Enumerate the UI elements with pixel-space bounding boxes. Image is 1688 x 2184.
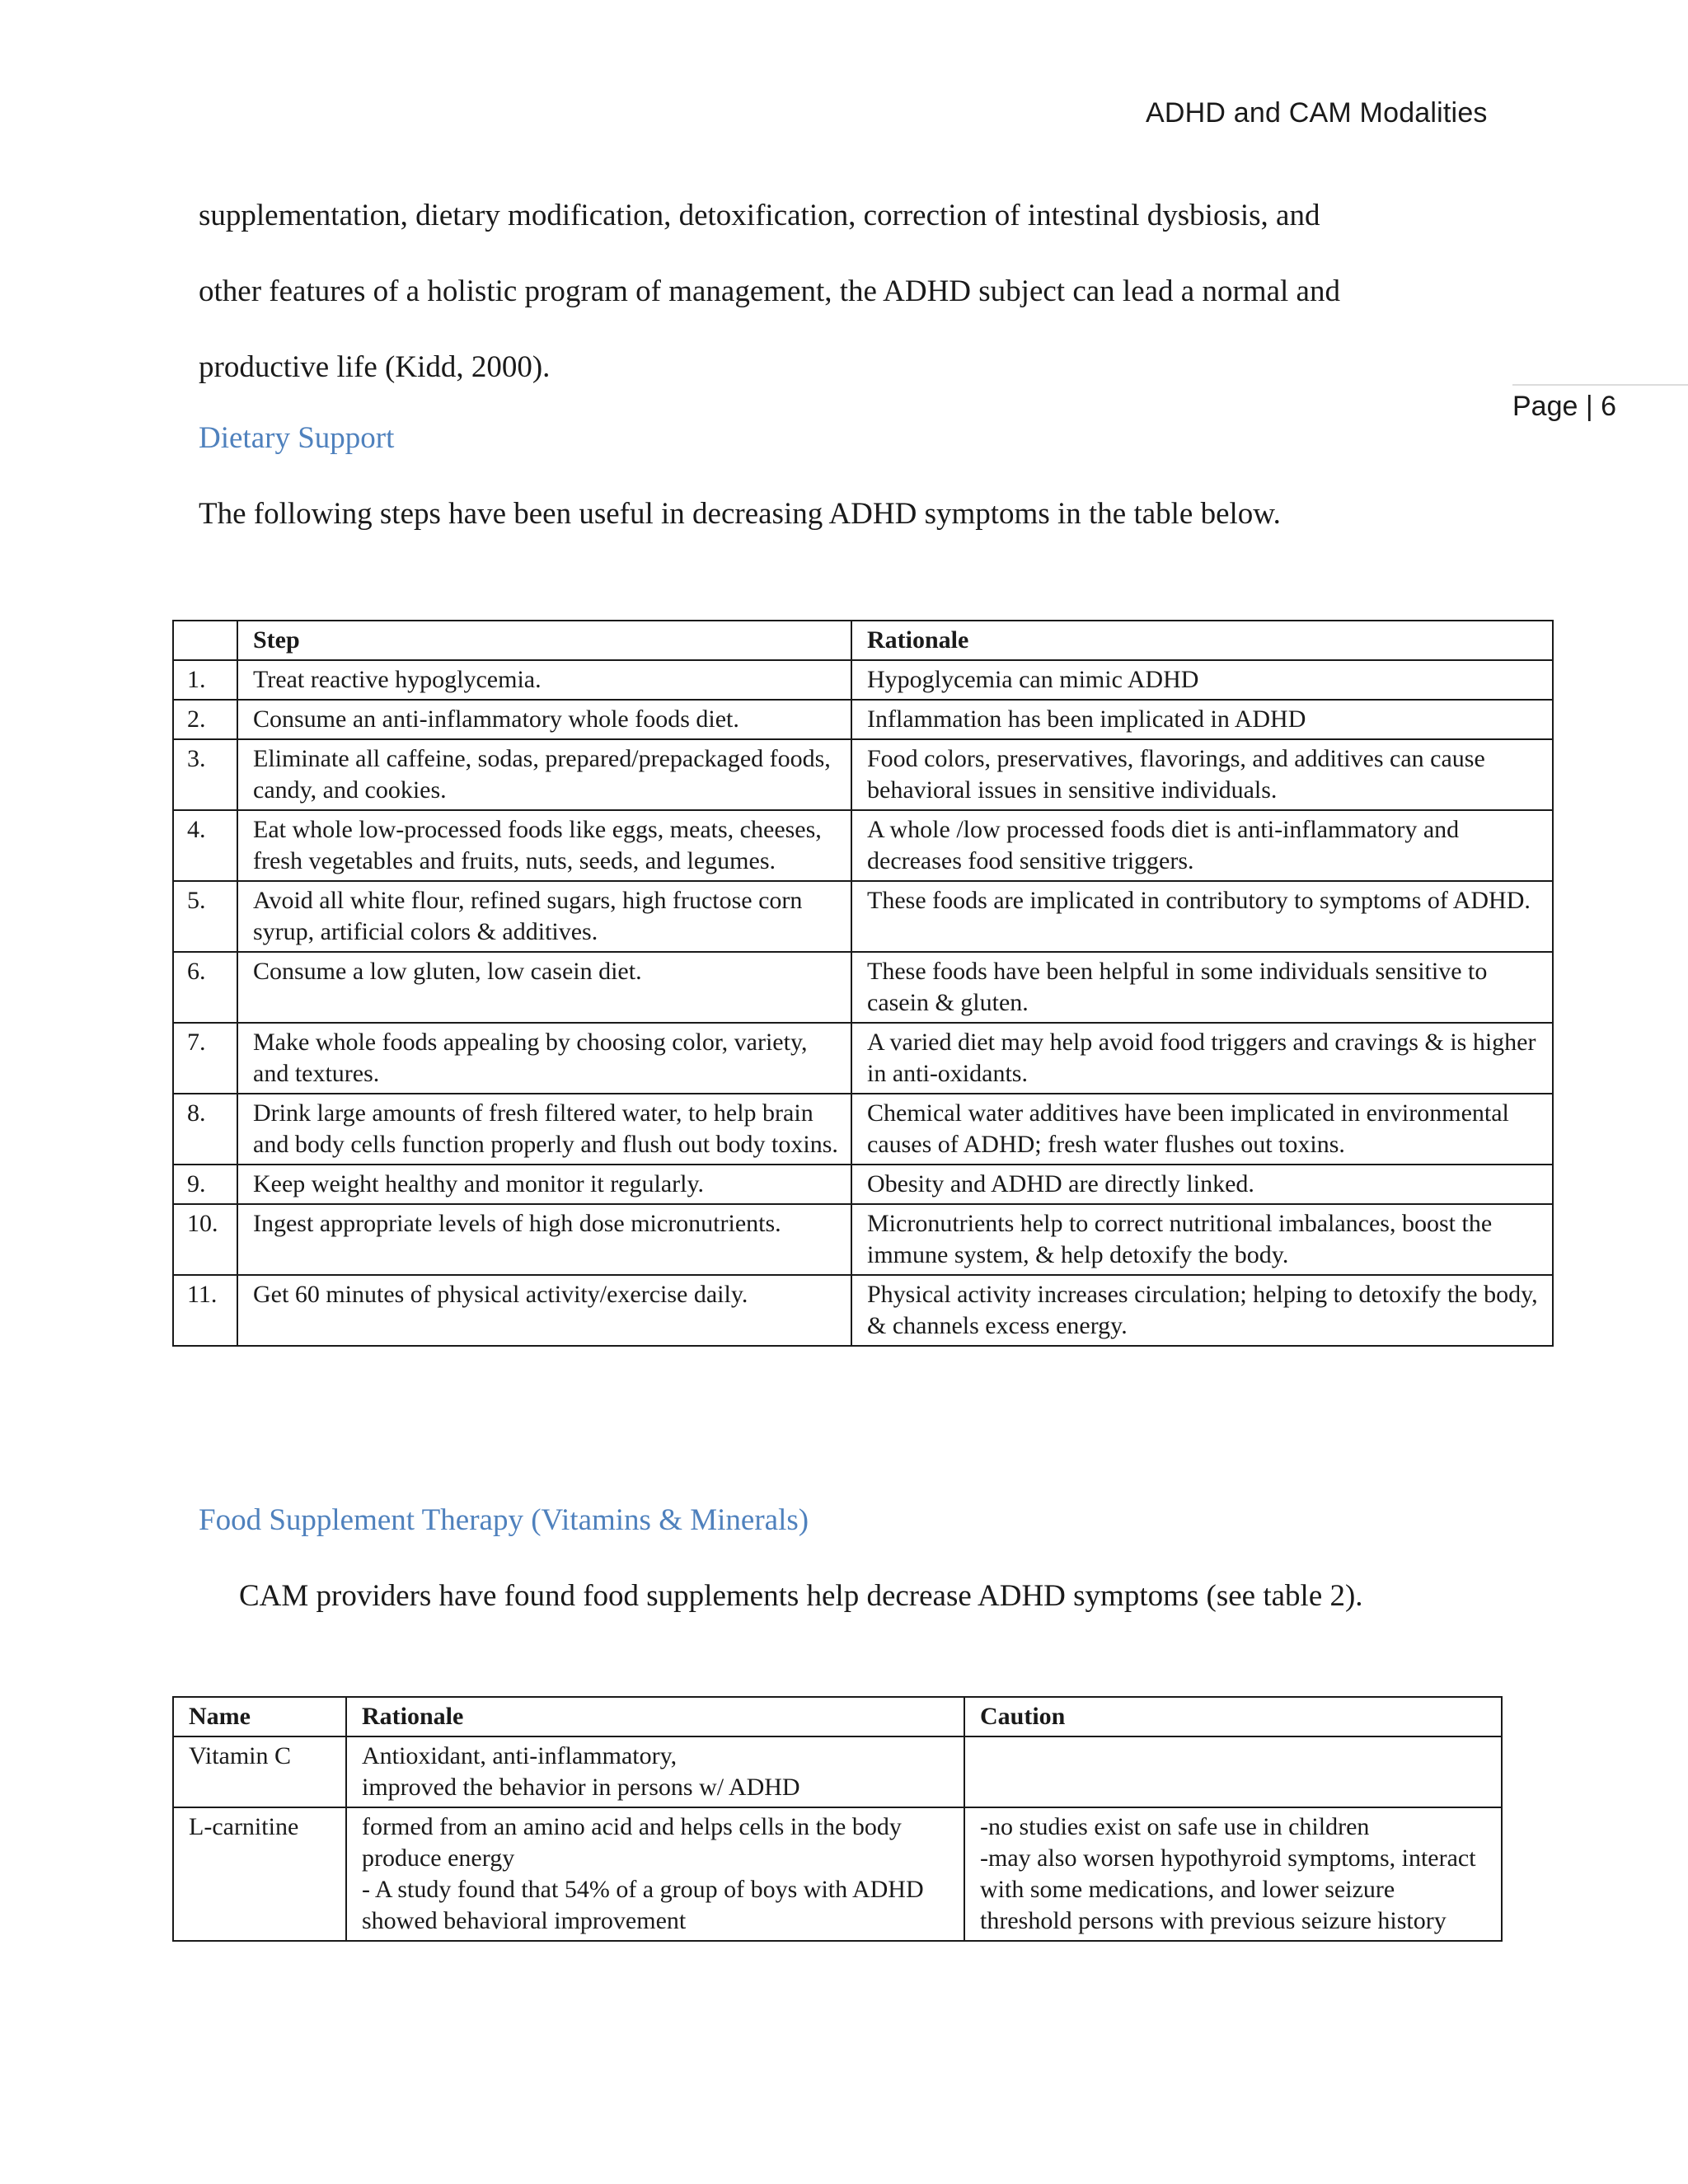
step-cell: Treat reactive hypoglycemia.	[237, 660, 851, 700]
step-number-cell: 5.	[173, 881, 237, 952]
dietary-steps-table	[172, 620, 1554, 1347]
table-row	[173, 810, 1553, 881]
step-cell: Keep weight healthy and monitor it regularly.	[237, 1165, 851, 1204]
rationale-cell: These foods have been helpful in some individuals sensitive to casein & gluten.	[851, 952, 1553, 1023]
rationale-cell: A whole /low processed foods diet is anti-inflammatory and decreases food sensitive triggers.	[851, 810, 1553, 881]
supplement-table	[172, 1696, 1503, 1942]
table-row	[173, 1275, 1553, 1346]
caution-line: -no studies exist on safe use in children	[980, 1813, 1370, 1840]
step-cell: Consume an anti-inflammatory whole foods diet.	[237, 700, 851, 739]
table-row	[173, 739, 1553, 810]
rationale-cell	[346, 1807, 964, 1941]
rationale-cell: Inflammation has been implicated in ADHD	[851, 700, 1553, 739]
table-header-cell: Step	[237, 621, 851, 660]
table1-intro-text: The following steps have been useful in decreasing ADHD symptoms in the table below.	[199, 497, 1281, 531]
supplement-name-cell: Vitamin C	[173, 1736, 346, 1807]
intro-line: supplementation, dietary modification, detoxification, correction of intestinal dysbiosis, and	[199, 199, 1320, 232]
rationale-cell: Physical activity increases circulation; helping to detoxify the body, & channels excess energy.	[851, 1275, 1553, 1346]
table-row	[173, 1023, 1553, 1094]
table-header-cell: Name	[173, 1697, 346, 1736]
rationale-cell: Micronutrients help to correct nutritional imbalances, boost the immune system, & help detoxify the body.	[851, 1204, 1553, 1275]
step-cell: Eat whole low-processed foods like eggs, meats, cheeses, fresh vegetables and fruits, nuts, seeds, and legumes.	[237, 810, 851, 881]
table-row	[173, 700, 1553, 739]
rationale-line: Antioxidant, anti-inflammatory,	[362, 1742, 678, 1769]
caution-cell	[964, 1807, 1502, 1941]
caution-line: -may also worsen hypothyroid symptoms, interact with some medications, and lower seizure threshold persons with previous seizure history	[980, 1844, 1476, 1934]
step-cell: Consume a low gluten, low casein diet.	[237, 952, 851, 1023]
table-row	[173, 881, 1553, 952]
step-number-cell: 11.	[173, 1275, 237, 1346]
rationale-cell: Hypoglycemia can mimic ADHD	[851, 660, 1553, 700]
step-number-cell: 7.	[173, 1023, 237, 1094]
table-row	[173, 1094, 1553, 1165]
rationale-line: - A study found that 54% of a group of boys with ADHD showed behavioral improvement	[362, 1876, 924, 1934]
step-cell: Eliminate all caffeine, sodas, prepared/prepackaged foods, candy, and cookies.	[237, 739, 851, 810]
table-header-cell: Rationale	[851, 621, 1553, 660]
supplement-name-cell: L-carnitine	[173, 1807, 346, 1941]
rationale-cell: Food colors, preservatives, flavorings, and additives can cause behavioral issues in sensitive individuals.	[851, 739, 1553, 810]
step-cell: Ingest appropriate levels of high dose micronutrients.	[237, 1204, 851, 1275]
table-row	[173, 1807, 1502, 1941]
intro-line: other features of a holistic program of management, the ADHD subject can lead a normal and	[199, 274, 1340, 308]
table-header-row	[173, 621, 1553, 660]
step-cell: Drink large amounts of fresh filtered water, to help brain and body cells function properly and flush out body toxins.	[237, 1094, 851, 1165]
table2-intro-text: CAM providers have found food supplements help decrease ADHD symptoms (see table 2).	[239, 1579, 1363, 1613]
table-header-cell: Rationale	[346, 1697, 964, 1736]
step-number-cell: 8.	[173, 1094, 237, 1165]
rationale-cell: Chemical water additives have been implicated in environmental causes of ADHD; fresh water flushes out toxins.	[851, 1094, 1553, 1165]
table-header-row	[173, 1697, 1502, 1736]
page-number: Page | 6	[1512, 391, 1617, 422]
step-number-cell: 9.	[173, 1165, 237, 1204]
step-cell: Get 60 minutes of physical activity/exercise daily.	[237, 1275, 851, 1346]
step-number-cell: 4.	[173, 810, 237, 881]
rationale-line: improved the behavior in persons w/ ADHD	[362, 1774, 800, 1801]
table-row	[173, 1204, 1553, 1275]
section-heading-food-supplement: Food Supplement Therapy (Vitamins & Minerals)	[199, 1503, 809, 1537]
table-header-cell: Caution	[964, 1697, 1502, 1736]
section-heading-dietary-support: Dietary Support	[199, 421, 395, 455]
step-number-cell: 6.	[173, 952, 237, 1023]
table-row	[173, 1736, 1502, 1807]
step-number-cell: 3.	[173, 739, 237, 810]
intro-line: productive life (Kidd, 2000).	[199, 350, 551, 384]
rationale-cell: A varied diet may help avoid food triggers and cravings & is higher in anti-oxidants.	[851, 1023, 1553, 1094]
rationale-cell: Obesity and ADHD are directly linked.	[851, 1165, 1553, 1204]
step-number-cell: 10.	[173, 1204, 237, 1275]
table-row	[173, 952, 1553, 1023]
rationale-cell: These foods are implicated in contributory to symptoms of ADHD.	[851, 881, 1553, 952]
table-row	[173, 660, 1553, 700]
step-number-cell: 1.	[173, 660, 237, 700]
rationale-cell	[346, 1736, 964, 1807]
table-row	[173, 1165, 1553, 1204]
step-number-cell: 2.	[173, 700, 237, 739]
page-number-divider	[1512, 384, 1688, 386]
rationale-line: formed from an amino acid and helps cells in the body produce energy	[362, 1813, 902, 1872]
step-cell: Make whole foods appealing by choosing color, variety, and textures.	[237, 1023, 851, 1094]
running-header-title: ADHD and CAM Modalities	[1146, 97, 1488, 129]
step-cell: Avoid all white flour, refined sugars, high fructose corn syrup, artificial colors & additives.	[237, 881, 851, 952]
table-header-cell	[173, 621, 237, 660]
caution-cell	[964, 1736, 1502, 1807]
intro-paragraph	[199, 178, 1484, 405]
